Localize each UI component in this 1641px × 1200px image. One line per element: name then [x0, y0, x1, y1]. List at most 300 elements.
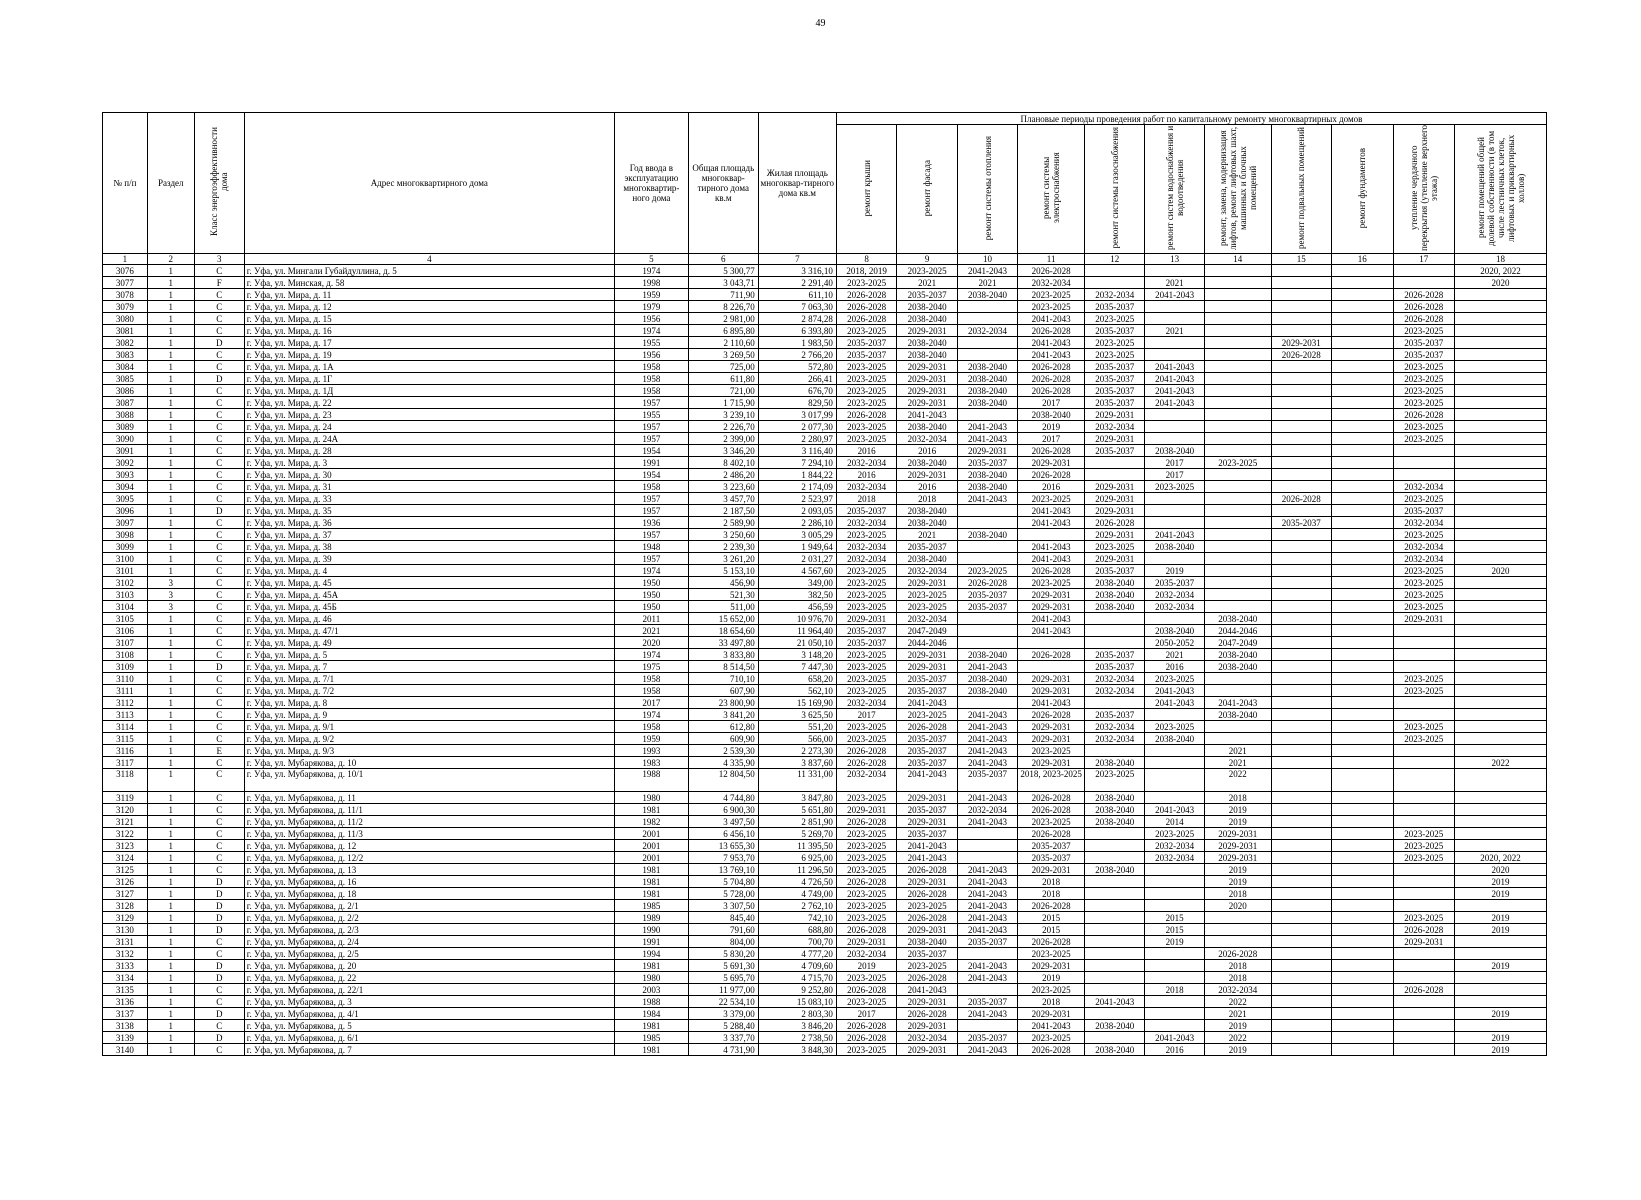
- table-cell: 2032-2034: [1145, 852, 1204, 864]
- table-row: [103, 769, 1547, 792]
- table-cell: 6 900,30: [688, 804, 758, 816]
- table-cell: 2029-2031: [1018, 733, 1085, 745]
- table-cell: 2041-2043: [1145, 385, 1204, 397]
- table-cell: 7 294,10: [758, 457, 836, 469]
- table-cell: 1988: [614, 996, 688, 1008]
- table-cell: [1084, 828, 1144, 840]
- address-cell: г. Уфа, ул. Мубарякова, д. 20: [244, 960, 614, 972]
- table-cell: 2018: [897, 493, 957, 505]
- table-cell: [1455, 637, 1547, 649]
- table-cell: 2029-2031: [1084, 505, 1144, 517]
- table-cell: 5 288,40: [688, 1020, 758, 1032]
- table-cell: 2038-2040: [1204, 613, 1271, 625]
- table-cell: [1455, 984, 1547, 996]
- address-cell: г. Уфа, ул. Мира, д. 36: [244, 517, 614, 529]
- table-cell: 2035-2037: [1271, 517, 1331, 529]
- header-section: Раздел: [147, 113, 194, 254]
- table-row: [103, 517, 1547, 529]
- table-cell: 1: [147, 313, 194, 325]
- table-cell: [1204, 481, 1271, 493]
- table-cell: [1332, 1044, 1394, 1056]
- table-cell: 3134: [103, 972, 148, 984]
- table-cell: 2 589,90: [688, 517, 758, 529]
- table-cell: 2016: [1145, 1044, 1204, 1056]
- table-cell: 2038-2040: [897, 313, 957, 325]
- table-cell: 2 280,97: [758, 433, 836, 445]
- table-cell: 3099: [103, 541, 148, 553]
- table-cell: [1145, 553, 1204, 565]
- table-cell: 2029-2031: [1084, 493, 1144, 505]
- table-cell: [1084, 1008, 1144, 1020]
- table-cell: 2035-2037: [897, 673, 957, 685]
- table-cell: 2023-2025: [836, 828, 896, 840]
- table-cell: 2041-2043: [957, 757, 1017, 769]
- table-cell: [1271, 721, 1331, 733]
- table-cell: [1204, 349, 1271, 361]
- table-cell: 2026-2028: [1084, 517, 1144, 529]
- table-cell: 3084: [103, 361, 148, 373]
- table-row: [103, 972, 1547, 984]
- table-cell: [1455, 649, 1547, 661]
- table-cell: 2023-2025: [836, 385, 896, 397]
- table-cell: 3 346,20: [688, 445, 758, 457]
- address-cell: г. Уфа, ул. Мира, д. 17: [244, 337, 614, 349]
- table-cell: 2041-2043: [957, 816, 1017, 828]
- table-cell: 2022: [1204, 769, 1271, 792]
- table-cell: [1455, 397, 1547, 409]
- table-cell: 2032-2034: [1084, 721, 1144, 733]
- address-cell: г. Уфа, ул. Мира, д. 45Б: [244, 601, 614, 613]
- table-cell: 18 654,60: [688, 625, 758, 637]
- table-cell: 2035-2037: [897, 289, 957, 301]
- table-cell: 11 395,50: [758, 840, 836, 852]
- table-row: [103, 481, 1547, 493]
- address-cell: г. Уфа, ул. Мубарякова, д. 11: [244, 792, 614, 804]
- table-cell: 2029-2031: [897, 792, 957, 804]
- table-cell: [1271, 792, 1331, 804]
- table-cell: 2035-2037: [957, 457, 1017, 469]
- table-cell: 1979: [614, 301, 688, 313]
- table-cell: D: [194, 661, 244, 673]
- address-cell: г. Уфа, ул. Мира, д. 8: [244, 697, 614, 709]
- table-cell: 2001: [614, 852, 688, 864]
- table-cell: C: [194, 493, 244, 505]
- table-cell: [1393, 1044, 1455, 1056]
- table-cell: C: [194, 445, 244, 457]
- table-cell: 3086: [103, 385, 148, 397]
- table-cell: [1455, 900, 1547, 912]
- table-cell: 2023-2025: [1393, 325, 1455, 337]
- table-cell: 1954: [614, 445, 688, 457]
- table-row: [103, 960, 1547, 972]
- table-cell: 3138: [103, 1020, 148, 1032]
- table-cell: 2019: [1204, 1020, 1271, 1032]
- table-cell: 2026-2028: [1018, 649, 1085, 661]
- table-cell: C: [194, 301, 244, 313]
- table-cell: [1332, 601, 1394, 613]
- table-cell: [1332, 1020, 1394, 1032]
- table-cell: [1332, 960, 1394, 972]
- table-cell: 2019: [1204, 876, 1271, 888]
- table-cell: 2038-2040: [957, 685, 1017, 697]
- table-cell: 11 296,50: [758, 864, 836, 876]
- table-cell: [1271, 481, 1331, 493]
- table-cell: [1204, 277, 1271, 289]
- table-cell: [1271, 840, 1331, 852]
- table-cell: 2019: [1455, 1008, 1547, 1020]
- table-cell: [1271, 649, 1331, 661]
- table-cell: 4 777,20: [758, 948, 836, 960]
- table-cell: 2041-2043: [897, 769, 957, 792]
- table-cell: [1271, 313, 1331, 325]
- table-cell: D: [194, 337, 244, 349]
- table-cell: 3 337,70: [688, 1032, 758, 1044]
- table-cell: 2 291,40: [758, 277, 836, 289]
- table-cell: 2041-2043: [1145, 804, 1204, 816]
- table-cell: 11 331,00: [758, 769, 836, 792]
- table-cell: [1332, 1032, 1394, 1044]
- table-cell: 2023-2025: [1393, 385, 1455, 397]
- address-cell: г. Уфа, ул. Мубарякова, д. 2/2: [244, 912, 614, 924]
- table-cell: 11 977,00: [688, 984, 758, 996]
- table-cell: [1455, 1020, 1547, 1032]
- table-cell: D: [194, 924, 244, 936]
- table-cell: D: [194, 912, 244, 924]
- column-number: 8: [836, 254, 896, 265]
- table-cell: 2019: [1018, 972, 1085, 984]
- table-cell: 2023-2025: [897, 265, 957, 277]
- table-cell: 1956: [614, 313, 688, 325]
- table-cell: 1954: [614, 469, 688, 481]
- table-cell: 2023-2025: [1084, 769, 1144, 792]
- table-cell: C: [194, 481, 244, 493]
- table-cell: 2041-2043: [1018, 337, 1085, 349]
- table-cell: [1393, 972, 1455, 984]
- table-cell: [957, 313, 1017, 325]
- table-cell: [1145, 433, 1204, 445]
- table-cell: 2023-2025: [1393, 577, 1455, 589]
- table-cell: 1: [147, 1020, 194, 1032]
- table-cell: [1145, 709, 1204, 721]
- table-cell: 2026-2028: [897, 721, 957, 733]
- table-cell: 2023-2025: [1018, 1032, 1085, 1044]
- table-cell: 2041-2043: [957, 709, 1017, 721]
- table-cell: 2035-2037: [836, 637, 896, 649]
- table-cell: [1393, 661, 1455, 673]
- table-cell: [1455, 816, 1547, 828]
- table-cell: 2026-2028: [836, 289, 896, 301]
- table-cell: [1332, 529, 1394, 541]
- table-cell: 3122: [103, 828, 148, 840]
- address-cell: г. Уфа, ул. Мира, д. 47/1: [244, 625, 614, 637]
- table-cell: 2032-2034: [836, 948, 896, 960]
- table-cell: 1974: [614, 565, 688, 577]
- table-row: [103, 661, 1547, 673]
- table-cell: 2026-2028: [1018, 900, 1085, 912]
- table-cell: [1332, 589, 1394, 601]
- table-cell: [1204, 685, 1271, 697]
- table-cell: 2029-2031: [897, 876, 957, 888]
- table-cell: [1145, 505, 1204, 517]
- table-cell: 1957: [614, 553, 688, 565]
- table-row: [103, 948, 1547, 960]
- table-cell: 725,00: [688, 361, 758, 373]
- table-cell: D: [194, 888, 244, 900]
- table-cell: 2041-2043: [897, 852, 957, 864]
- table-cell: [1145, 337, 1204, 349]
- table-cell: 3137: [103, 1008, 148, 1020]
- table-cell: 3095: [103, 493, 148, 505]
- table-cell: 2041-2043: [1018, 553, 1085, 565]
- table-cell: 2029-2031: [1018, 757, 1085, 769]
- table-cell: 2032-2034: [1393, 541, 1455, 553]
- table-row: [103, 709, 1547, 721]
- table-cell: 2021: [957, 277, 1017, 289]
- table-cell: 3104: [103, 601, 148, 613]
- page-number: 49: [815, 18, 826, 29]
- table-cell: 2026-2028: [836, 745, 896, 757]
- table-cell: 2023-2025: [836, 433, 896, 445]
- table-cell: [1145, 421, 1204, 433]
- header-work-attic-insulation: утепление чердачного перекрытия (утепление верхнего этажа): [1393, 125, 1455, 254]
- table-cell: 1: [147, 924, 194, 936]
- table-cell: 2023-2025: [897, 960, 957, 972]
- table-cell: 2023-2025: [1084, 349, 1144, 361]
- table-cell: [1271, 373, 1331, 385]
- table-cell: [1332, 337, 1394, 349]
- column-number: 2: [147, 254, 194, 265]
- table-cell: 2041-2043: [957, 960, 1017, 972]
- table-cell: [1393, 445, 1455, 457]
- header-work-electric: ремонт системы электроснабжения: [1018, 125, 1085, 254]
- table-cell: 2023-2025: [1393, 852, 1455, 864]
- table-cell: [1018, 529, 1085, 541]
- table-cell: [1018, 637, 1085, 649]
- table-cell: 3088: [103, 409, 148, 421]
- table-cell: 2019: [1204, 804, 1271, 816]
- table-cell: 2026-2028: [836, 984, 896, 996]
- table-row: [103, 984, 1547, 996]
- table-cell: 2023-2025: [836, 589, 896, 601]
- column-number: 1: [103, 254, 148, 265]
- table-cell: 2023-2025: [836, 673, 896, 685]
- table-cell: [1084, 697, 1144, 709]
- table-cell: [1084, 745, 1144, 757]
- table-cell: 2035-2037: [897, 745, 957, 757]
- column-number: 11: [1018, 254, 1085, 265]
- table-cell: 2035-2037: [897, 541, 957, 553]
- table-cell: 2041-2043: [957, 876, 1017, 888]
- table-cell: C: [194, 721, 244, 733]
- table-cell: 2023-2025: [1018, 493, 1085, 505]
- table-cell: [1145, 301, 1204, 313]
- table-cell: 2023-2025: [1145, 481, 1204, 493]
- table-cell: 2011: [614, 613, 688, 625]
- table-cell: 2 174,09: [758, 481, 836, 493]
- table-cell: 2029-2031: [1018, 601, 1085, 613]
- table-cell: E: [194, 745, 244, 757]
- table-cell: [1145, 265, 1204, 277]
- column-number: 9: [897, 254, 957, 265]
- table-cell: 2026-2028: [1018, 385, 1085, 397]
- table-cell: 2035-2037: [1084, 709, 1144, 721]
- table-cell: [1455, 457, 1547, 469]
- table-cell: 2020: [614, 637, 688, 649]
- table-cell: 2019: [1455, 960, 1547, 972]
- column-number: 7: [758, 254, 836, 265]
- table-cell: 2026-2028: [1018, 325, 1085, 337]
- table-cell: 2022: [1204, 996, 1271, 1008]
- table-cell: D: [194, 900, 244, 912]
- table-cell: [1145, 876, 1204, 888]
- table-cell: 2022: [1204, 1032, 1271, 1044]
- table-cell: [1271, 745, 1331, 757]
- table-row: [103, 409, 1547, 421]
- table-cell: C: [194, 948, 244, 960]
- table-cell: [957, 984, 1017, 996]
- table-cell: [1332, 505, 1394, 517]
- table-cell: 1981: [614, 960, 688, 972]
- table-row: [103, 457, 1547, 469]
- table-cell: [1084, 852, 1144, 864]
- table-cell: 1: [147, 900, 194, 912]
- table-cell: 349,00: [758, 577, 836, 589]
- table-cell: 2041-2043: [897, 409, 957, 421]
- table-cell: 804,00: [688, 936, 758, 948]
- table-cell: 3 017,99: [758, 409, 836, 421]
- table-row: [103, 924, 1547, 936]
- table-cell: 2041-2043: [897, 697, 957, 709]
- table-cell: [1393, 625, 1455, 637]
- table-cell: [1204, 445, 1271, 457]
- address-cell: г. Уфа, ул. Минская, д. 58: [244, 277, 614, 289]
- table-cell: [1145, 948, 1204, 960]
- table-cell: 3135: [103, 984, 148, 996]
- table-cell: 2038-2040: [1204, 649, 1271, 661]
- table-cell: 3103: [103, 589, 148, 601]
- table-cell: C: [194, 828, 244, 840]
- table-cell: [1332, 493, 1394, 505]
- table-cell: 2019: [1145, 936, 1204, 948]
- table-cell: [1455, 661, 1547, 673]
- table-cell: [1393, 1008, 1455, 1020]
- table-cell: 3109: [103, 661, 148, 673]
- table-cell: [1145, 757, 1204, 769]
- table-cell: 742,10: [758, 912, 836, 924]
- table-cell: 3 269,50: [688, 349, 758, 361]
- table-cell: 2021: [1204, 745, 1271, 757]
- table-cell: 3 148,20: [758, 649, 836, 661]
- table-row: [103, 301, 1547, 313]
- table-cell: C: [194, 565, 244, 577]
- table-cell: [1271, 289, 1331, 301]
- table-cell: 2038-2040: [1204, 661, 1271, 673]
- table-cell: 2016: [836, 445, 896, 457]
- table-cell: 2041-2043: [957, 1008, 1017, 1020]
- address-cell: г. Уфа, ул. Мира, д. 9: [244, 709, 614, 721]
- table-cell: [1271, 277, 1331, 289]
- table-cell: [957, 517, 1017, 529]
- table-cell: [1332, 1008, 1394, 1020]
- table-cell: 2035-2037: [897, 828, 957, 840]
- table-cell: C: [194, 697, 244, 709]
- table-cell: [1455, 709, 1547, 721]
- table-cell: 2032-2034: [897, 1032, 957, 1044]
- table-cell: [1271, 876, 1331, 888]
- table-cell: [1271, 445, 1331, 457]
- table-cell: [1271, 433, 1331, 445]
- table-cell: 2038-2040: [1145, 445, 1204, 457]
- table-cell: 2026-2028: [1018, 804, 1085, 816]
- table-cell: 4 749,00: [758, 888, 836, 900]
- table-cell: 2041-2043: [957, 972, 1017, 984]
- table-cell: F: [194, 277, 244, 289]
- table-cell: 1: [147, 840, 194, 852]
- table-cell: 2035-2037: [897, 757, 957, 769]
- table-cell: 2015: [1018, 912, 1085, 924]
- table-cell: 2038-2040: [897, 421, 957, 433]
- table-cell: [1271, 709, 1331, 721]
- table-cell: 2026-2028: [897, 1008, 957, 1020]
- table-cell: 2035-2037: [897, 733, 957, 745]
- header-total-area: Общая площадь многоквар-тирного дома кв.м: [688, 113, 758, 254]
- table-row: [103, 577, 1547, 589]
- table-cell: 2019: [1204, 1044, 1271, 1056]
- address-cell: г. Уфа, ул. Мубарякова, д. 2/5: [244, 948, 614, 960]
- table-cell: [1393, 637, 1455, 649]
- table-cell: 2026-2028: [1018, 265, 1085, 277]
- table-cell: C: [194, 1044, 244, 1056]
- table-cell: [1455, 936, 1547, 948]
- table-cell: D: [194, 876, 244, 888]
- table-cell: 2035-2037: [957, 601, 1017, 613]
- table-cell: 9 252,80: [758, 984, 836, 996]
- table-cell: 1: [147, 996, 194, 1008]
- table-cell: 2026-2028: [1393, 409, 1455, 421]
- table-cell: 1: [147, 517, 194, 529]
- table-cell: 2 851,90: [758, 816, 836, 828]
- table-cell: [1271, 589, 1331, 601]
- table-cell: 3100: [103, 553, 148, 565]
- table-cell: 2020: [1455, 565, 1547, 577]
- address-cell: г. Уфа, ул. Мира, д. 38: [244, 541, 614, 553]
- table-cell: 2038-2040: [957, 385, 1017, 397]
- table-cell: 2035-2037: [836, 349, 896, 361]
- table-cell: 3: [147, 589, 194, 601]
- table-cell: 2023-2025: [836, 840, 896, 852]
- header-living-area: Жилая площадь многоквар-тирного дома кв.м: [758, 113, 836, 254]
- table-cell: 15 169,90: [758, 697, 836, 709]
- table-cell: 2035-2037: [1084, 301, 1144, 313]
- address-cell: г. Уфа, ул. Мира, д. 4: [244, 565, 614, 577]
- address-cell: г. Уфа, ул. Мира, д. 33: [244, 493, 614, 505]
- table-row: [103, 721, 1547, 733]
- table-cell: 3106: [103, 625, 148, 637]
- table-cell: 3105: [103, 613, 148, 625]
- table-cell: [1455, 517, 1547, 529]
- table-cell: [1455, 409, 1547, 421]
- address-cell: г. Уфа, ул. Мира, д. 39: [244, 553, 614, 565]
- table-cell: 3076: [103, 265, 148, 277]
- table-row: [103, 792, 1547, 804]
- table-cell: C: [194, 804, 244, 816]
- table-cell: [1332, 277, 1394, 289]
- table-cell: 3094: [103, 481, 148, 493]
- table-cell: 2038-2040: [1145, 625, 1204, 637]
- table-cell: 2023-2025: [836, 325, 896, 337]
- table-cell: C: [194, 984, 244, 996]
- table-cell: 2023-2025: [836, 900, 896, 912]
